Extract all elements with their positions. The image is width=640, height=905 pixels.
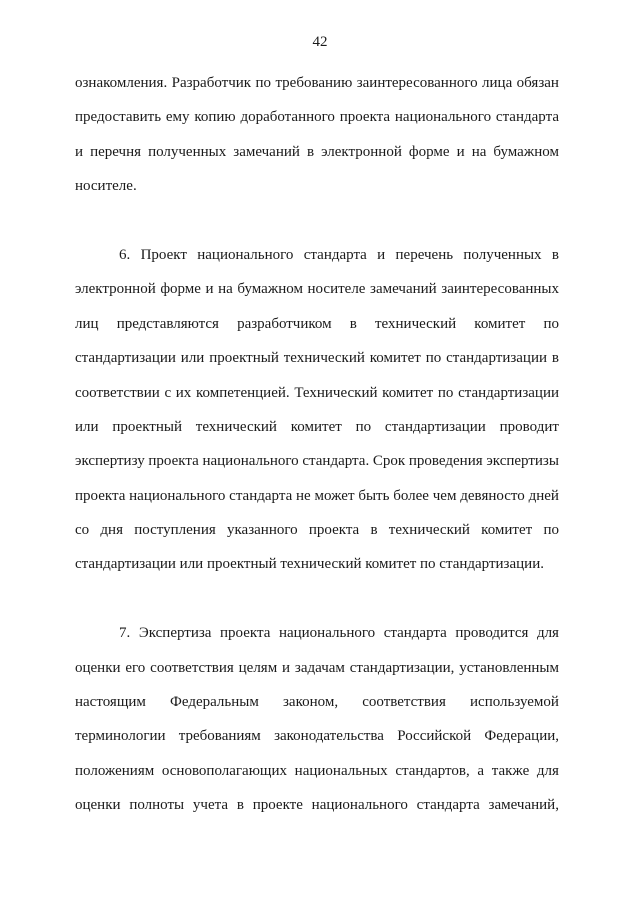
word: экспертизу <box>75 453 145 470</box>
word: по <box>543 522 559 539</box>
word: национальных <box>294 762 388 779</box>
paragraph-continuation <box>75 66 559 204</box>
word: основополагающих <box>161 762 287 779</box>
word: Федеральным <box>170 694 259 711</box>
word: и <box>205 281 214 298</box>
word: комитет <box>369 350 421 367</box>
word: в <box>551 246 559 263</box>
word: требованиям <box>178 728 261 745</box>
word: стандарта. <box>302 453 370 470</box>
word: замечаний <box>233 143 300 160</box>
word: в <box>236 797 244 814</box>
word: предоставить <box>75 109 162 126</box>
word: 7. <box>119 625 131 642</box>
text-line <box>75 788 559 822</box>
text-line <box>75 135 559 169</box>
text-line <box>75 341 559 375</box>
word: разработчиком <box>237 315 332 332</box>
word: полученных <box>148 143 227 160</box>
word: полноты <box>129 797 185 814</box>
word: национального <box>394 109 492 126</box>
word: а <box>477 762 485 779</box>
word: доработанного <box>240 109 335 126</box>
text-line: стандартизации или проектный технический комитет по стандартизации. <box>75 556 544 573</box>
page-number: 42 <box>312 34 328 50</box>
word: в <box>349 315 357 332</box>
word: проекта <box>220 625 271 642</box>
word: для <box>536 762 559 779</box>
word: стандартизации, <box>349 659 455 676</box>
word: стандартизации <box>384 418 486 435</box>
word: технический <box>375 315 457 332</box>
word: замечаний, <box>488 797 559 814</box>
word: представляются <box>116 315 219 332</box>
word: поступления <box>134 522 216 539</box>
word: электронной <box>321 143 402 160</box>
text-line <box>75 651 559 685</box>
word: не <box>296 487 311 504</box>
word: национального <box>311 797 408 814</box>
text-line <box>75 376 559 410</box>
word: и <box>282 659 291 676</box>
word: соответствия <box>150 659 234 676</box>
word: целям <box>238 659 278 676</box>
word: заинтересованных <box>441 281 559 298</box>
word: электронной <box>75 281 156 298</box>
word: их <box>175 384 192 401</box>
word: указанного <box>226 522 298 539</box>
word: национального <box>129 487 226 504</box>
word: проектный <box>209 350 279 367</box>
word: и <box>456 143 465 160</box>
text-line <box>75 719 559 753</box>
word: его <box>125 659 146 676</box>
word: или <box>75 418 99 435</box>
word: требованию <box>275 75 353 91</box>
word: компетенцией. <box>195 384 290 401</box>
word: комитет <box>481 522 533 539</box>
word: лица <box>482 75 513 91</box>
word: и <box>75 143 84 160</box>
text-line <box>75 238 559 272</box>
word: Российской <box>397 728 472 745</box>
word: технический <box>283 350 365 367</box>
word: Экспертиза <box>138 625 212 642</box>
word: ему <box>165 109 190 126</box>
word: по <box>437 384 454 401</box>
word: копию <box>194 109 236 126</box>
word: замечаний <box>370 281 437 298</box>
word: законодательства <box>274 728 384 745</box>
word: для <box>536 625 559 642</box>
word: по <box>355 418 372 435</box>
word: Срок <box>372 453 406 470</box>
word: установленным <box>459 659 559 676</box>
word: стандартов, <box>395 762 470 779</box>
word: 6. <box>119 246 131 263</box>
text-line <box>75 616 559 650</box>
text-line <box>75 66 559 100</box>
word: дня <box>100 522 123 539</box>
word: стандарта <box>416 797 480 814</box>
word: оценки <box>75 659 121 676</box>
word: стандартизации <box>458 384 559 401</box>
word: стандартизации <box>446 350 548 367</box>
word: стандарта <box>383 625 447 642</box>
word: проекта <box>75 487 126 504</box>
word: девяносто <box>460 487 525 504</box>
word: в <box>370 522 378 539</box>
word: форме <box>408 143 450 160</box>
paragraph-7 <box>75 616 559 822</box>
word: быть <box>358 487 390 504</box>
word: национального <box>197 246 294 263</box>
word: технический <box>388 522 470 539</box>
word: Проект <box>140 246 187 263</box>
text-line <box>75 479 559 513</box>
word: оценки <box>75 797 121 814</box>
text-line <box>75 100 559 134</box>
word: по <box>543 315 559 332</box>
word: национального <box>202 453 299 470</box>
text-line: носителе. <box>75 178 137 195</box>
text-line <box>75 307 559 341</box>
word: форме <box>160 281 201 298</box>
word: в <box>551 350 559 367</box>
word: чем <box>432 487 457 504</box>
word: в <box>306 143 315 160</box>
word: комитет <box>474 315 526 332</box>
word: Федерации, <box>484 728 559 745</box>
word: учета <box>192 797 229 814</box>
document-body <box>75 66 559 823</box>
word: Разработчик <box>171 75 252 91</box>
word: проекта <box>339 109 391 126</box>
text-line <box>75 754 559 788</box>
word: ознакомления. <box>75 75 168 91</box>
text-line <box>75 513 559 547</box>
text-line <box>75 685 559 719</box>
word: проекта <box>308 522 360 539</box>
word: обязан <box>516 75 559 91</box>
word: экспертизы <box>486 453 559 470</box>
text-line <box>75 410 559 444</box>
word: по <box>255 75 272 91</box>
word: проекта <box>148 453 199 470</box>
word: также <box>491 762 530 779</box>
word: законом, <box>283 694 339 711</box>
word: проектный <box>112 418 182 435</box>
word: проекте <box>252 797 303 814</box>
word: технический <box>195 418 277 435</box>
word: стандарта <box>495 109 559 126</box>
word: бумажном <box>493 143 559 160</box>
word: может <box>314 487 355 504</box>
word: положениям <box>75 762 155 779</box>
word: более <box>393 487 429 504</box>
word: проведения <box>408 453 483 470</box>
word: и <box>377 246 386 263</box>
word: с <box>164 384 172 401</box>
word: со <box>75 522 90 539</box>
word: терминологии <box>75 728 166 745</box>
text-line <box>75 444 559 478</box>
word: бумажном <box>237 281 303 298</box>
word: используемой <box>470 694 559 711</box>
word: по <box>425 350 442 367</box>
text-line <box>75 272 559 306</box>
word: перечня <box>90 143 142 160</box>
word: соответствия <box>362 694 446 711</box>
word: стандартизации <box>75 350 176 367</box>
word: стандарта <box>303 246 367 263</box>
word: стандарта <box>229 487 293 504</box>
word: национального <box>278 625 376 642</box>
word: задачам <box>294 659 345 676</box>
word: заинтересованного <box>356 75 478 91</box>
word: на <box>218 281 233 298</box>
word: носителе <box>307 281 366 298</box>
word: проводит <box>499 418 559 435</box>
word: полученных <box>463 246 542 263</box>
word: комитет <box>290 418 342 435</box>
word: или <box>180 350 205 367</box>
word: на <box>471 143 487 160</box>
word: перечень <box>395 246 454 263</box>
paragraph-6 <box>75 238 559 582</box>
word: комитет <box>382 384 434 401</box>
word: дней <box>528 487 559 504</box>
word: соответствии <box>75 384 160 401</box>
word: лиц <box>75 315 99 332</box>
word: проводится <box>455 625 529 642</box>
word: настоящим <box>75 694 146 711</box>
word: Технический <box>294 384 378 401</box>
